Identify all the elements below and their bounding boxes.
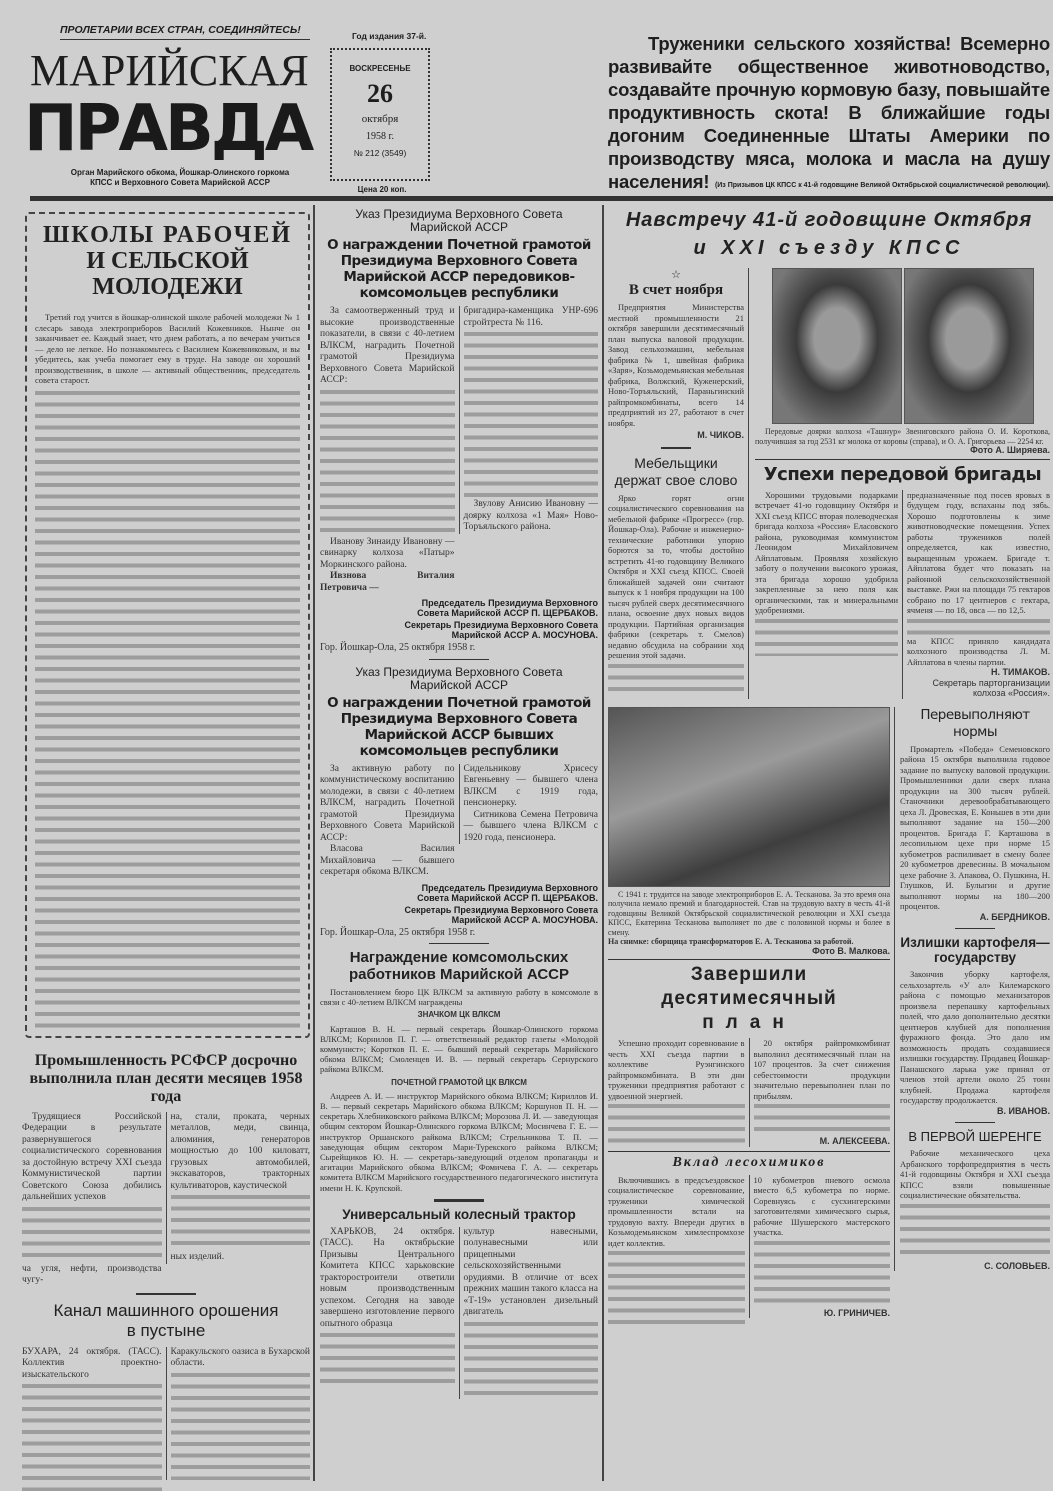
worker-photo <box>608 707 890 887</box>
center-column <box>320 208 598 1399</box>
schools-title <box>35 222 300 300</box>
schools-article <box>25 212 310 1038</box>
plan-title-line2: план <box>608 1011 890 1035</box>
decree2-title: О награждении Почетной грамотой Президиума Верховного Совета Марийской АССР бывших комсомольцев республики <box>320 695 598 759</box>
potato-text <box>900 969 1050 1116</box>
slogan: ПРОЛЕТАРИИ ВСЕХ СТРАН, СОЕДИНЯЙТЕСЬ! <box>60 24 310 40</box>
brigade-end: ма КПСС приняло кандидата колхозного производства Л. М. Айплатова в члены партии. <box>907 636 1050 668</box>
year-of-issue: Год издания 37-й. <box>352 31 426 41</box>
appeal-source: (Из Призывов ЦК КПСС к 41-й годовщине Великой Октябрьской социалистической революции). <box>610 182 1050 189</box>
forest-author: Ю. ГРИНИЧЕВ. <box>754 1308 891 1319</box>
canal-title <box>22 1301 310 1341</box>
brigade-title: Успехи передовой бригады <box>755 463 1050 487</box>
forest-col2 <box>749 1175 891 1319</box>
rsfsr-col2 <box>166 1112 311 1264</box>
canal-title-line2: в пустыне <box>22 1321 310 1341</box>
organ-line: Орган Марийского обкома, Йошкар-Олинского горкома КПСС и Верховного Совета Марийской АССР <box>60 168 300 188</box>
plan-title <box>608 963 890 1035</box>
rsfsr-col1-text: Трудящиеся Российской Федерации в результате развернувшегося социалистического соревнования за достойную встречу XXI съезда Коммунистической партии Советского Союза добились дальнейших успехов <box>22 1112 162 1204</box>
decree2-columns <box>320 764 598 879</box>
plan-col2 <box>749 1038 891 1147</box>
rsfsr-col1-end: ча угля, нефти, производства чугу- <box>22 1264 162 1287</box>
right-upper-right <box>748 268 1050 699</box>
decree1-kicker: Указ Президиума Верховного Совета <box>320 208 598 221</box>
photo1-caption-text: Передовые доярки колхоза «Ташнур» Звениговского района О. И. Короткова, получившая за год 2531 кг молока от коровы (справа), и О. А. Григорьева — 2254 кг. <box>755 427 1050 446</box>
forest-title: Вклад лесохимиков <box>608 1154 890 1172</box>
milkmaid-photos <box>755 268 1050 424</box>
decree2-secretary-signature: Секретарь Президиума Верховного Совета Марийской АССР А. МОСУНОВА. <box>400 905 598 925</box>
year: 1958 г. <box>332 131 428 142</box>
decree2-kicker2: Марийской АССР <box>320 679 598 692</box>
forest-columns <box>608 1175 890 1329</box>
tractor-col1 <box>320 1227 455 1391</box>
awards-title: Награждение комсомольских работников Марийской АССР <box>320 949 598 983</box>
decree1-col1 <box>320 306 455 594</box>
brigade-col2-text: предназначенные под посев яровых в будущем году, вспаханы под зябь. Хорошо подготовлены к зиме животноводческие помещения. Успех работы тружеников полей определяется, как известно, выращенным урожаем. Бригаде т. Айплатова будет что показать на районной сельскохозяйственной выставке. Ржи на площади 75 гектаров собрано по 17 центнеров с гектара, ячменя — по 18, овса — по 12,5. <box>907 490 1050 616</box>
schools-title-line2: И СЕЛЬСКОЙ МОЛОДЕЖИ <box>35 248 300 300</box>
awards-badge-list: Карташов В. Н. — первый секретарь Йошкар-Олинского горкома ВЛКСМ; Корнилов П. Г. — ответственный редактор газеты «Молодой коммунист»; Коротков П. Е. — бывший первый секретарь Марийского обкома ВЛКСМ; Смоленцев И. В. — первый секретарь Сернурского райкома ВЛКСМ. <box>320 1024 598 1075</box>
anniversary-header <box>608 206 1050 262</box>
decree2-signatures <box>320 883 598 925</box>
potato-author: В. ИВАНОВ. <box>900 1106 1050 1117</box>
front-author: С. СОЛОВЬЕВ. <box>900 1261 1050 1272</box>
weekday: ВОСКРЕСЕНЬЕ <box>332 64 428 73</box>
price: Цена 20 коп. <box>350 185 414 194</box>
day: 26 <box>332 79 428 109</box>
front-body: Рабочие механического цеха Арбанского торфопредприятия в честь 41-й годовщины Октября и XXI съезда КПСС взяли повышенные социалистические обязательства. <box>900 1148 1050 1201</box>
tractor-col2-text: культур навесными, полунавесными или прицепными сельскохозяйственными орудиями. В отличие от всех прежних машин такого класса на «Т-19» установлен дизельный двигатель <box>464 1227 599 1319</box>
front-text <box>900 1148 1050 1271</box>
plan-columns <box>608 1038 890 1147</box>
brigade-author: Н. ТИМАКОВ. <box>907 667 1050 678</box>
photo2-credit: Фото В. Малкова. <box>608 947 890 957</box>
photo1-credit: Фото А. Ширяева. <box>755 446 1050 456</box>
right-upper-left <box>608 268 744 691</box>
decree1-col1-end: Иванову Зинаиду Ивановну — свинарку колхоза «Патыр» Моркинского района. <box>320 537 455 572</box>
photo2-caption-text: С 1941 г. трудится на заводе электроприборов Е. А. Тесканова. За это время она получила немало премий и благодарностей. Став на трудовую вахту в честь 41-й годовщины Великой Октябрьской социалистической революции и XXI съезда КПСС, Екатерина Тесканова выполняет по две с половиной нормы и более в смену. <box>608 890 890 938</box>
norms-body: Промартель «Победа» Семеновского района 15 октября выполнила годовое задание по выпуску валовой продукции. Промышленники дали сверх плана продукции на 300 тысяч рублей. Станочники деревообрабатывающего цеха Л. Дровеская, Е. Коньшев в эти дни выполняют задание на 150—200 процентов. Бригада Г. Карташова в лесопильном цехе при норме 15 кубометров распиливает в смену более 20 кубометров древесины. В мочальном цехе рабочие З. Апакова, О. Пушкина, Н. Глушков, И. Булыгин и другие выполняют нормы на 180—200 процентов. <box>900 744 1050 912</box>
decree1-columns <box>320 306 598 594</box>
awards-subheading-badge: ЗНАЧКОМ ЦК ВЛКСМ <box>320 1010 598 1020</box>
decree2-col1-text: За активную работу по коммунистическому воспитанию молодежи, в связи с 40-летием ВЛКСМ, наградить Почетной грамотой Президиума Верховного Совета Марийской АССР: <box>320 764 455 845</box>
right-lower-left <box>608 707 890 1329</box>
decree2-col1-end: Власова Василия Михайловича — бывшего секретаря обкома ВЛКСМ. <box>320 844 455 879</box>
furniture-title-line1: Мебельщики <box>608 455 744 472</box>
plan-title-line1: Завершили десятимесячный <box>608 963 890 1011</box>
awards-subheading-certificate: ПОЧЕТНОЙ ГРАМОТОЙ ЦК ВЛКСМ <box>320 1078 598 1088</box>
anniversary-header-line2: и XXI съезду КПСС <box>608 234 1050 262</box>
masthead-title-top: МАРИЙСКАЯ <box>30 48 309 94</box>
right-lower-right <box>894 707 1050 1272</box>
forest-col2-text: 10 кубометров пневого осмола вместо 6,5 кубометра по норме. Соревнуясь с сусхингерскими заготовителями химического сырья, рабочие Шушерского мастерского участка. <box>754 1175 891 1238</box>
plan-col1 <box>608 1038 745 1146</box>
furniture-title <box>608 455 744 489</box>
canal-columns <box>22 1347 310 1491</box>
decree1-place: Гор. Йошкар-Ола, 25 октября 1958 г. <box>320 642 598 654</box>
month: октября <box>332 113 428 125</box>
rsfsr-col1 <box>22 1112 162 1287</box>
photo1-caption <box>755 427 1050 456</box>
brigade-author-role: Секретарь парторганизации колхоза «Россия». <box>907 678 1050 699</box>
schools-title-line1: ШКОЛЫ РАБОЧЕЙ <box>35 222 300 248</box>
photo2-caption <box>608 890 890 957</box>
photo2-subcaption: На снимке: сборщица трансформаторов Е. А. Тесканова за работой. <box>608 937 890 947</box>
brigade-columns <box>755 490 1050 699</box>
canal-col2-text: Каракульского оазиса в Бухарской области. <box>171 1347 311 1370</box>
awards-lead: Постановлением бюро ЦК ВЛКСМ за активную работу в комсомоле в связи с 40-летием ВЛКСМ награждены <box>320 987 598 1007</box>
decree2-chair-signature: Председатель Президиума Верховного Совета Марийской АССР П. ЩЕРБАКОВ. <box>400 883 598 903</box>
decree2-place: Гор. Йошкар-Ола, 25 октября 1958 г. <box>320 927 598 939</box>
milkmaid-photo-right <box>904 268 1034 424</box>
forest-col1 <box>608 1175 745 1329</box>
norms-text <box>900 744 1050 923</box>
plan-author: М. АЛЕКСЕЕВА. <box>754 1136 891 1147</box>
front-title: В ПЕРВОЙ ШЕРЕНГЕ <box>900 1129 1050 1145</box>
decree1-col2 <box>459 306 599 534</box>
brigade-col1-text: Хорошими трудовыми подарками встречает 41-ю годовщину Октября и XXI съезд КПСС вторая полеводческая бригада колхоза «Россия» Еласовского района, руководимая коммунистом Леонидом Михайловичем Айплатовым. Проявляя хозяйскую заботу о получении высокого урожая, эта бригада хорошо удобрила закрепленные за нею поля как органическими, так и минеральными удобрениями. <box>755 490 898 616</box>
milkmaid-photo-left <box>772 268 902 424</box>
decree1-title: О награждении Почетной грамотой Президиума Верховного Совета Марийской АССР передовиков-комсомольцев республики <box>320 237 598 301</box>
tractor-col1-text: ХАРЬКОВ, 24 октября. (ТАСС). На октябрьские Призывы Центрального Комитета КПСС харьковские тракторостроители ответили новым производственным успехом. Сегодня на заводе завершено изготовление первого опытного образца <box>320 1227 455 1331</box>
november-body: Предприятия Министерства местной промышленности 21 октября завершили десятимесячный план выпуска валовой продукции. Завод сельхозмашин, мебельная фабрика № 1, швейная фабрика «Заря», Козьмодемьянская мебельная фабрика, Волжский, Куженерский, Ново-Торъяльский, Параньгинский райпромкомбинаты, всего 14 предприятий из 27, работают в счет ноября. <box>608 302 744 428</box>
tractor-columns <box>320 1227 598 1399</box>
awards-article <box>320 987 598 1193</box>
decree1-col1-end2: Ивзнова Виталия Петровича — <box>320 571 455 594</box>
norms-author: А. БЕРДНИКОВ. <box>900 912 1050 923</box>
decree2-col1 <box>320 764 455 879</box>
schools-lead: Третий год учится в йошкар-олинской школе рабочей молодежи № 1 слесарь завода электроприборов Василий Кожевников. Нынче он заканчивает ее. Каждый знает, что днем работать, а по вечерам учиться — дело не легкое. Но познакомьтесь с Василием Кожевниковым, и вы убедитесь, как учеба помогает ему в труде. На заводе он хороший производственник, в школе — активный общественник, председатель совета старост. <box>35 312 300 386</box>
forest-col1-text: Включившись в предсъездовское социалистическое соревнование, труженики химической промышленности встали на трудовую вахту. Впереди других в Козьмодемьянском химлеспромхозе идет коллектив. <box>608 1175 745 1249</box>
plan-col2-text: 20 октября райпромкомбинат выполнил десятимесячный план на 107 процентов. За счет снижения себестоимости продукции значительно перевыполнен план по прибылям. <box>754 1038 891 1101</box>
awards-certificate-list: Андреев А. И. — инструктор Марийского обкома ВЛКСМ; Кириллов И. В. — первый секретарь Марийского обкома ВЛКСМ; Коршунов П. Н. — секретарь Хлебниковского райкома ВЛКСМ; Морозова Л. И. — заведующая общим сектором Йошкар-Олинского горкома ВЛКСМ; Мосинчева Г. Е. — инструктор Оршанского райкома ВЛКСМ; Стрельникова Т. П. — заведующая общим сектором Мари-Турекского райкома ВЛКСМ; Сырейщиков Ю. Н. — секретарь-заведующий отделом пропаганды и агитации Марийского обкома ВЛКСМ; Фомичева Г. А. — секретарь комитета ВЛКСМ Марийского государственного педагогического института имени Н. К. Крупской. <box>320 1091 598 1193</box>
anniversary-header-line1: Навстречу 41-й годовщине Октября <box>608 206 1050 234</box>
tractor-title: Универсальный колесный трактор <box>320 1207 598 1223</box>
decree1-col2-text: бригадира-каменщика УНР-696 стройтреста № 116. <box>464 306 599 329</box>
right-section <box>608 206 1050 1328</box>
right-upper <box>608 268 1050 699</box>
secretary-signature: Секретарь Президиума Верховного Совета Марийской АССР А. МОСУНОВА. <box>400 620 598 640</box>
november-title: В счет ноября <box>608 281 744 299</box>
decree1-col1-text: За самоотверженный труд и высокие производственные показатели, в связи с 40-летием ВЛКСМ, наградить Почетной грамотой Президиума Верховного Совета Марийской АССР: <box>320 306 455 387</box>
plan-col1-text: Успешно проходит соревнование в честь XXI съезда партии в коллективе Руэнгинского райпромкомбината. В эти дни труженики предприятия работают с удвоенной энергией. <box>608 1038 745 1101</box>
furniture-body: Ярко горят огни социалистического соревнования на мебельной фабрике «Прогресс» (гор. Йошкар-Ола). Рабочие и инженерно-технические работники упорно борются за то, чтобы достойно встретить 41-ю годовщину Великого Октября и XXI съезд КПСС. Своей ближайшей задачей они считают выпуск к 1 ноября продукции на 100 тысяч рублей сверх десятимесячного плана, освоение двух новых видов продукции. Партийная организация фабрики (секретарь т. Смелов) недавно обсудила на собрании ход решения этой задачи. <box>608 493 744 661</box>
rsfsr-columns <box>22 1112 310 1287</box>
rsfsr-title: Промышленность РСФСР досрочно выполнила план десяти месяцев 1958 года <box>22 1052 310 1106</box>
canal-col1-text: БУХАРА, 24 октября. (ТАСС). Коллектив проектно-изыскательского <box>22 1347 162 1382</box>
brigade-col1 <box>755 490 898 656</box>
november-author: М. ЧИКОВ. <box>608 430 744 441</box>
furniture-title-line2: держат свое слово <box>608 472 744 489</box>
star-icon: ☆ <box>608 268 744 281</box>
decree2-col2-end: Ситникова Семена Петровича — бывшего члена ВЛКСМ с 1920 года, пенсионера. <box>464 810 599 845</box>
schools-body-text <box>35 388 300 1028</box>
date-box <box>330 48 430 181</box>
masthead-title-bottom: ПРАВДА <box>24 94 311 164</box>
decree2-col2 <box>459 764 599 845</box>
november-text <box>608 302 744 441</box>
rsfsr-col2-end: ных изделий. <box>171 1252 311 1264</box>
canal-col1 <box>22 1347 162 1491</box>
decree1-col2-end: Звулову Анисию Ивановну — доярку колхоза «1 Мая» Ново-Торъяльского района. <box>464 499 599 534</box>
issue-number: № 212 (3549) <box>332 148 428 158</box>
potato-body: Закончив уборку картофеля, сельхозартель «У ал» Килемарского района с помощью механизаторов произвела перепашку картофельных полей, что дало дополнительно десятки центнеров клубней для пополнения фуражного фонда. Это дало им возможность продать создавшиеся излишки государству. Продавец Йошкар-Панашского ларька уже принял от членов этой артели около 25 тонн клубней. Продажа картофеля государству продолжается. <box>900 969 1050 1106</box>
canal-title-line1: Канал машинного орошения <box>22 1301 310 1321</box>
decree1-signatures <box>320 598 598 640</box>
furniture-text <box>608 493 744 691</box>
decree2 <box>320 666 598 759</box>
decree2-kicker: Указ Президиума Верховного Совета <box>320 666 598 679</box>
decree1 <box>320 208 598 301</box>
brigade-col2 <box>902 490 1050 699</box>
canal-col2 <box>166 1347 311 1480</box>
chair-signature: Председатель Президиума Верховного Совета Марийской АССР П. ЩЕРБАКОВ. <box>400 598 598 618</box>
decree1-kicker2: Марийской АССР <box>320 221 598 234</box>
rsfsr-col2-text: на, стали, проката, черных металлов, меди, свинца, алюминия, генераторов мощностью до 100 киловатт, грузовых автомобилей, экскаваторов, тракторных культиваторов, каустической <box>171 1112 311 1193</box>
appeal: Труженики сельского хозяйства! Всемерно развивайте общественное животноводство, создавайте прочную кормовую базу, повышайте продуктивность скота! В ближайшие годы догоним Соединенные Штаты Америки по производству мяса, молока и масла на душу населения! <box>608 32 1050 193</box>
tractor-col2 <box>459 1227 599 1399</box>
norms-title: Перевыполняют нормы <box>900 707 1050 741</box>
decree2-col2-text: Сидельникову Хрисесу Евгеньевну — бывшего члена ВЛКСМ с 1919 года, пенсионерку. <box>464 764 599 810</box>
right-lower <box>608 707 1050 1329</box>
left-column <box>22 212 310 1491</box>
potato-title: Излишки картофеля— государству <box>900 935 1050 965</box>
masthead-rule <box>30 196 1053 201</box>
